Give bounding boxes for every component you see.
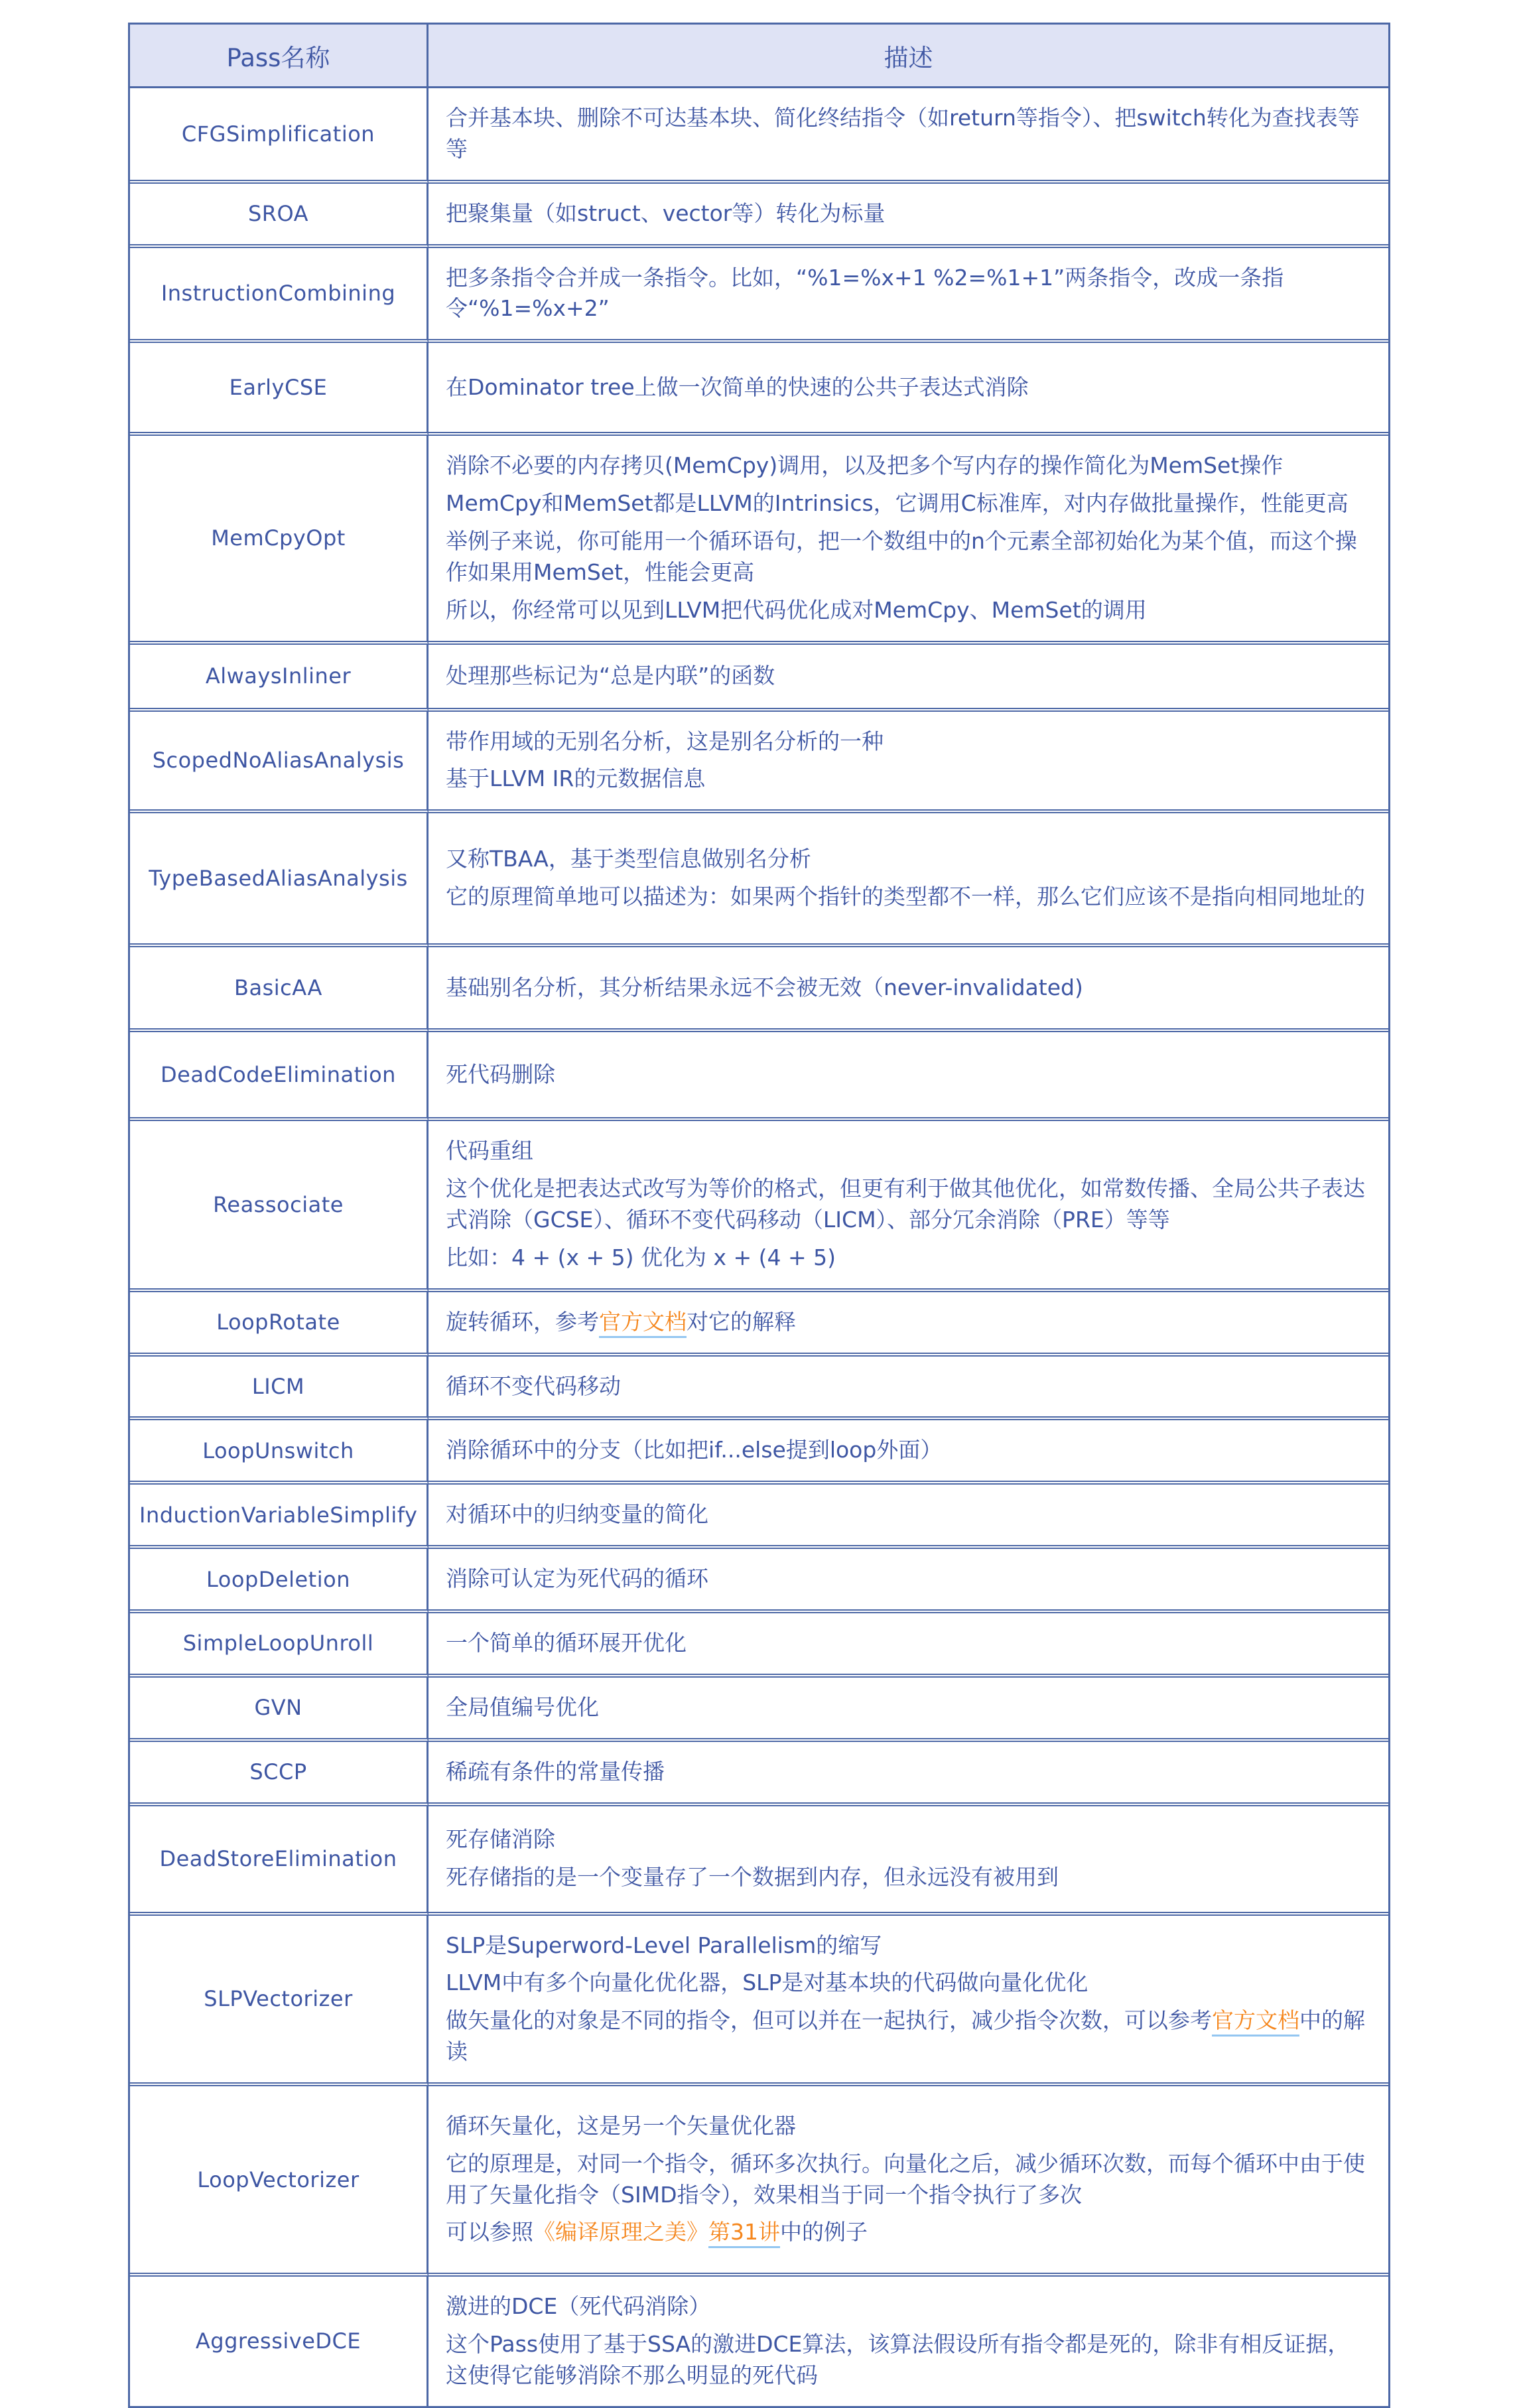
pass-name: LoopDeletion <box>130 1549 428 1613</box>
table-row <box>130 184 1388 248</box>
description-text: 稀疏有条件的常量传播 <box>446 1758 665 1784</box>
description-text: 死存储消除 <box>446 1826 555 1853</box>
table-row <box>130 1485 1388 1549</box>
description-paragraph <box>446 595 1368 626</box>
table-row <box>130 436 1388 644</box>
document-page <box>128 23 1390 2408</box>
description-text: LLVM中有多个向量化优化器，SLP是对基本块的代码做向量化优化 <box>446 1970 1088 1996</box>
description-text: 对它的解释 <box>687 1308 796 1335</box>
table-row <box>130 813 1388 947</box>
pass-description <box>428 248 1388 344</box>
pass-description <box>428 712 1388 814</box>
description-text: 激进的DCE（死代码消除） <box>446 2293 711 2320</box>
description-paragraph <box>446 1242 1368 1274</box>
pass-name: Reassociate <box>130 1121 428 1292</box>
pass-name: MemCpyOpt <box>130 436 428 644</box>
description-text: 这个优化是把表达式改写为等价的格式，但更有利于做其他优化，如常数传播、全局公共子表达式消除（GCSE）、循环不变代码移动（LICM）、部分冗余消除（PRE）等等 <box>446 1175 1365 1233</box>
table-row <box>130 1678 1388 1742</box>
description-text: 消除可认定为死代码的循环 <box>446 1566 708 1592</box>
pass-description <box>428 436 1388 644</box>
description-text: 循环矢量化，这是另一个矢量优化器 <box>446 2112 796 2139</box>
lecture-31-link[interactable]: 第31讲 <box>708 2219 780 2248</box>
table-row <box>130 1549 1388 1613</box>
description-text: 代码重组 <box>446 1138 533 1164</box>
table-row <box>130 947 1388 1032</box>
pass-name: AggressiveDCE <box>130 2277 428 2406</box>
table-row <box>130 2086 1388 2277</box>
description-text: 死代码删除 <box>446 1061 555 1087</box>
table-row <box>130 1613 1388 1678</box>
pass-description <box>428 1292 1388 1357</box>
pass-name: SROA <box>130 184 428 248</box>
description-paragraph <box>446 1824 1368 1855</box>
pass-name: InductionVariableSimplify <box>130 1485 428 1549</box>
description-paragraph <box>446 844 1368 875</box>
description-paragraph <box>446 1136 1368 1167</box>
pass-description <box>428 1357 1388 1421</box>
description-paragraph <box>446 1371 1368 1402</box>
pass-description <box>428 88 1388 184</box>
description-text: 举例子来说，你可能用一个循环语句，把一个数组中的n个元素全部初始化为某个值，而这个操作如果用MemSet，性能会更高 <box>446 528 1357 585</box>
pass-name: LoopRotate <box>130 1292 428 1357</box>
pass-name: DeadStoreElimination <box>130 1806 428 1916</box>
table-row <box>130 645 1388 712</box>
description-text: 循环不变代码移动 <box>446 1372 621 1399</box>
description-paragraph <box>446 2217 1368 2248</box>
description-paragraph <box>446 1307 1368 1338</box>
pass-name: SimpleLoopUnroll <box>130 1613 428 1678</box>
book-title-link[interactable]: 《编译原理之美》 <box>533 2219 708 2245</box>
description-text: 旋转循环，参考 <box>446 1308 599 1335</box>
description-paragraph <box>446 2329 1368 2391</box>
description-paragraph <box>446 2291 1368 2322</box>
column-header-pass-name: Pass名称 <box>130 25 428 88</box>
description-text: 这个Pass使用了基于SSA的激进DCE算法，该算法假设所有指令都是死的，除非有相反证据，这使得它能够消除不那么明显的死代码 <box>446 2330 1350 2388</box>
llvm-pass-table <box>128 23 1390 2408</box>
description-paragraph <box>446 1499 1368 1530</box>
pass-description <box>428 1485 1388 1549</box>
pass-name: ScopedNoAliasAnalysis <box>130 712 428 814</box>
description-paragraph <box>446 764 1368 795</box>
description-text: 一个简单的循环展开优化 <box>446 1630 687 1656</box>
description-paragraph <box>446 2149 1368 2211</box>
description-text: 消除循环中的分支（比如把if...else提到loop外面） <box>446 1437 943 1463</box>
pass-name: TypeBasedAliasAnalysis <box>130 813 428 947</box>
description-text: 对循环中的归纳变量的简化 <box>446 1501 708 1528</box>
pass-name: LICM <box>130 1357 428 1421</box>
pass-description <box>428 343 1388 436</box>
pass-description <box>428 2086 1388 2277</box>
pass-description <box>428 1806 1388 1916</box>
pass-description <box>428 1678 1388 1742</box>
pass-name: LoopUnswitch <box>130 1420 428 1485</box>
pass-description <box>428 645 1388 712</box>
description-text: 中的例子 <box>780 2219 868 2245</box>
description-paragraph <box>446 661 1368 692</box>
pass-name: EarlyCSE <box>130 343 428 436</box>
header-row <box>130 25 1388 88</box>
column-header-description: 描述 <box>428 25 1388 88</box>
description-text: 基于LLVM IR的元数据信息 <box>446 766 706 792</box>
description-text: 死存储指的是一个变量存了一个数据到内存，但永远没有被用到 <box>446 1864 1059 1891</box>
table-row <box>130 1806 1388 1916</box>
description-text: 消除不必要的内存拷贝(MemCpy)调用，以及把多个写内存的操作简化为MemSet操作 <box>446 452 1284 479</box>
table-row <box>130 1420 1388 1485</box>
pass-name: DeadCodeElimination <box>130 1032 428 1121</box>
description-paragraph <box>446 1930 1368 1962</box>
description-text: 处理那些标记为“总是内联”的函数 <box>446 662 775 689</box>
description-paragraph <box>446 450 1368 482</box>
pass-name: AlwaysInliner <box>130 645 428 712</box>
table-row <box>130 343 1388 436</box>
description-paragraph <box>446 198 1368 230</box>
description-paragraph <box>446 1862 1368 1893</box>
description-text: 全局值编号优化 <box>446 1694 599 1720</box>
pass-description <box>428 813 1388 947</box>
description-paragraph <box>446 1968 1368 1999</box>
pass-description <box>428 1121 1388 1292</box>
table-row <box>130 1292 1388 1357</box>
official-docs-link[interactable]: 官方文档 <box>1212 2007 1299 2037</box>
description-paragraph <box>446 103 1368 165</box>
pass-name: CFGSimplification <box>130 88 428 184</box>
description-paragraph <box>446 1757 1368 1788</box>
description-text: 做矢量化的对象是不同的指令，但可以并在一起执行，减少指令次数，可以参考 <box>446 2007 1212 2034</box>
description-text: SLP是Superword-Level Parallelism的缩写 <box>446 1932 882 1958</box>
pass-description <box>428 1613 1388 1678</box>
description-text: 合并基本块、删除不可达基本块、简化终结指令（如return等指令）、把switch转化为查找表等等 <box>446 105 1360 162</box>
description-text: 基础别名分析，其分析结果永远不会被无效（never-invalidated) <box>446 974 1083 1000</box>
official-docs-link[interactable]: 官方文档 <box>599 1309 687 1338</box>
description-text: 它的原理简单地可以描述为：如果两个指针的类型都不一样，那么它们应该不是指向相同地址的 <box>446 884 1365 910</box>
table-row <box>130 712 1388 814</box>
description-paragraph <box>446 1692 1368 1723</box>
pass-name: SLPVectorizer <box>130 1916 428 2086</box>
pass-description <box>428 1742 1388 1806</box>
description-paragraph <box>446 2005 1368 2068</box>
description-paragraph <box>446 972 1368 1004</box>
description-text: 比如：4 + (x + 5) 优化为 x + (4 + 5) <box>446 1244 836 1270</box>
description-text: MemCpy和MemSet都是LLVM的Intrinsics，它调用C标准库，对内存做批量操作，性能更高 <box>446 490 1349 517</box>
pass-name: LoopVectorizer <box>130 2086 428 2277</box>
table-row <box>130 88 1388 184</box>
pass-description <box>428 1032 1388 1121</box>
table-row <box>130 1916 1388 2086</box>
description-paragraph <box>446 1059 1368 1091</box>
description-paragraph <box>446 372 1368 403</box>
description-paragraph <box>446 526 1368 588</box>
description-text: 又称TBAA，基于类型信息做别名分析 <box>446 846 811 872</box>
description-text: 它的原理是，对同一个指令，循环多次执行。向量化之后，减少循环次数，而每个循环中由于使用了矢量化指令（SIMD指令），效果相当于同一个指令执行了多次 <box>446 2150 1365 2208</box>
pass-description <box>428 2277 1388 2406</box>
description-paragraph <box>446 488 1368 519</box>
pass-description <box>428 1420 1388 1485</box>
pass-name: BasicAA <box>130 947 428 1032</box>
pass-description <box>428 1916 1388 2086</box>
pass-name: SCCP <box>130 1742 428 1806</box>
table-row <box>130 1121 1388 1292</box>
pass-description <box>428 184 1388 248</box>
description-paragraph <box>446 1564 1368 1595</box>
description-paragraph <box>446 726 1368 758</box>
table-row <box>130 1357 1388 1421</box>
table-row <box>130 248 1388 344</box>
description-text: 所以，你经常可以见到LLVM把代码优化成对MemCpy、MemSet的调用 <box>446 596 1147 623</box>
pass-description <box>428 1549 1388 1613</box>
description-text: 在Dominator tree上做一次简单的快速的公共子表达式消除 <box>446 373 1029 400</box>
description-text: 把多条指令合并成一条指令。比如，“%1=%x+1 %2=%1+1”两条指令，改成一条指令“%1=%x+2” <box>446 264 1284 322</box>
description-text: 把聚集量（如struct、vector等）转化为标量 <box>446 200 886 226</box>
pass-name: GVN <box>130 1678 428 1742</box>
description-paragraph <box>446 1173 1368 1236</box>
description-paragraph <box>446 1435 1368 1466</box>
description-text: 带作用域的无别名分析，这是别名分析的一种 <box>446 728 884 754</box>
description-paragraph <box>446 1628 1368 1659</box>
description-paragraph <box>446 882 1368 913</box>
table-row <box>130 2277 1388 2406</box>
description-paragraph <box>446 263 1368 325</box>
description-paragraph <box>446 2111 1368 2142</box>
table-row <box>130 1032 1388 1121</box>
description-text: 中的解读 <box>446 2007 1365 2065</box>
pass-name: InstructionCombining <box>130 248 428 344</box>
description-text: 可以参照 <box>446 2219 533 2245</box>
pass-description <box>428 947 1388 1032</box>
table-row <box>130 1742 1388 1806</box>
